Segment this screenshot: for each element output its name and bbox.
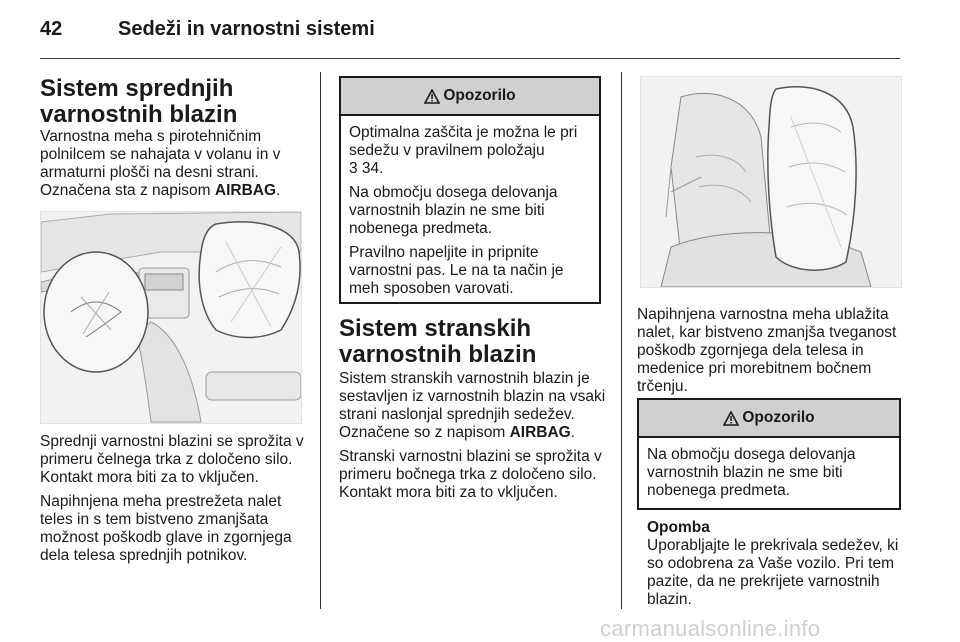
page-number: 42 xyxy=(40,18,63,40)
warning-page-ref[interactable]: 3 34. xyxy=(349,160,384,177)
column-3-upper xyxy=(637,306,905,396)
column-divider-1 xyxy=(320,72,321,609)
warning-triangle-icon xyxy=(723,411,739,426)
header-rule xyxy=(40,58,900,59)
column-1 xyxy=(40,76,308,200)
front-airbag-illustration xyxy=(40,211,302,424)
note-text: Uporabljajte le prekrivala sedežev, ki so odobrena za Vaše vozilo. Pri tem pazite, da ne prekrijete varnostnih blazin. xyxy=(647,537,899,608)
warning-header xyxy=(639,400,899,438)
warning-box-2 xyxy=(637,398,901,510)
protection-paragraph: Napihnjena meha prestrežeta nalet teles in s tem bistveno zmanjšata možnost poškodb glave in zgornjega dela telesa sprednjih potnikov. xyxy=(40,493,292,564)
column-2-lower xyxy=(339,316,607,502)
deploy-paragraph: Sprednji varnostni blazini se sprožita v primeru čelnega trka z določeno silo. Kontakt mora biti za to vključen. xyxy=(40,433,304,486)
page-header xyxy=(40,14,900,54)
intro-paragraph xyxy=(40,128,308,200)
warning-triangle-icon xyxy=(424,89,440,104)
warning-belt-text: Pravilno napeljite in pripnite varnostni pas. Le na ta način je meh sposoben varovati. xyxy=(349,244,564,297)
note-title: Opomba xyxy=(647,519,710,536)
warning-objects-text: Na območju dosega delovanja varnostnih blazin ne sme biti nobenega predmeta. xyxy=(349,184,558,237)
warning-position-text: Optimalna zaščita je možna le pri sedežu v pravilnem položaju xyxy=(349,124,578,159)
side-airbag-label: AIRBAG xyxy=(509,424,571,441)
intro-text: Varnostna meha s pirotehničnim polnilcem se nahajata v volanu in v armaturni plošči na desni strani. Označena sta z napisom xyxy=(40,128,281,199)
warning-body xyxy=(341,116,599,298)
warning-title: Opozorilo xyxy=(742,409,815,426)
note-block xyxy=(647,519,905,609)
side-airbag-illustration xyxy=(640,76,902,288)
section-heading-front-airbags: Sistem sprednjih varnostnih blazin xyxy=(40,75,238,128)
warning-objects-text: Na območju dosega delovanja varnostnih blazin ne sme biti nobenega predmeta. xyxy=(647,446,856,499)
side-deploy-paragraph: Stranski varnostni blazini se sprožita v primeru bočnega trka z določeno silo. Kontakt mora biti za to vključen. xyxy=(339,448,602,501)
airbag-label: AIRBAG xyxy=(214,182,277,199)
page-title: Sedeži in varnostni sistemi xyxy=(118,18,375,40)
side-protection-paragraph: Napihnjena varnostna meha ublažita nalet, kar bistveno zmanjša tveganost poškodb zgornjega dela telesa in medenice pri morebitnem bočnem trčenju. xyxy=(637,306,897,395)
watermark: carmanualsonline.info xyxy=(600,616,821,641)
section-heading-side-airbags: Sistem stranskih varnostnih blazin xyxy=(339,315,537,368)
warning-header xyxy=(341,78,599,116)
column-divider-2 xyxy=(621,72,622,609)
column-1-lower xyxy=(40,433,308,565)
warning-title: Opozorilo xyxy=(443,87,516,104)
warning-box-1 xyxy=(339,76,601,304)
side-system-end: . xyxy=(570,424,576,441)
warning-body xyxy=(639,438,899,500)
intro-end: . xyxy=(276,182,281,199)
side-system-paragraph xyxy=(339,370,607,442)
side-system-text: Sistem stranskih varnostnih blazin je sestavljen iz varnostnih blazin na vsaki strani naslonjal sprednjih sedežev. Označene so z napisom xyxy=(339,370,606,441)
